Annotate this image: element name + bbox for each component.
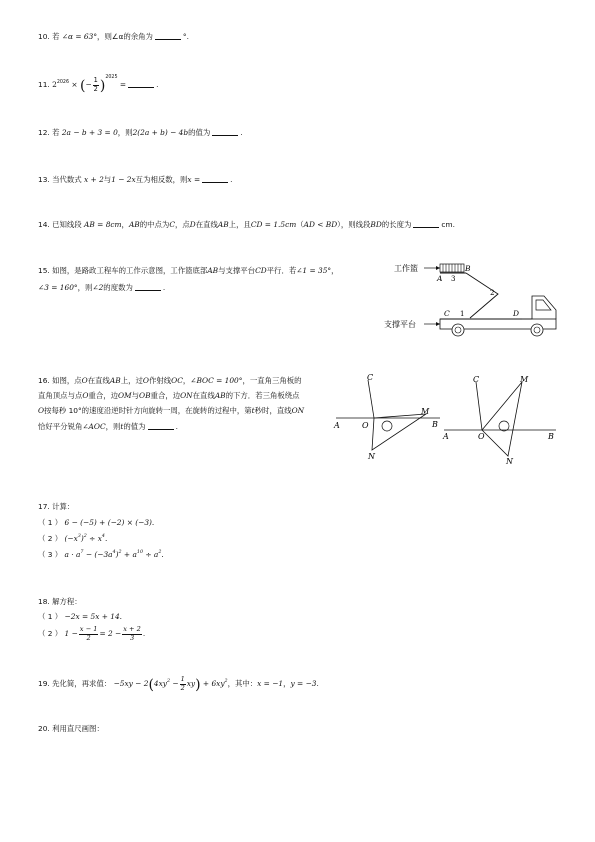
q16-right-triangle-hole (499, 421, 509, 431)
q15-basket-label: 工作篮 (394, 264, 418, 273)
q17-e2e2: 2 (83, 534, 87, 539)
q16-figure-left (332, 370, 444, 466)
q16-l4a: 恰好平分锐角 (38, 422, 83, 431)
q16-left-label-n: N (368, 452, 375, 461)
q14-t3: ，点 (174, 220, 190, 229)
q10-end: °. (182, 32, 189, 41)
q15-l2b: 的度数为 (103, 283, 133, 292)
q11-base: 2 (52, 80, 57, 89)
q19-e3: − (170, 679, 179, 688)
q15-basket-bars (443, 264, 461, 272)
q15-wheel-front (531, 324, 543, 336)
question-16-line3 (38, 404, 304, 418)
q11-number: 11. (38, 80, 50, 89)
q14-ab: AB = 8cm (84, 220, 122, 229)
q16-l4c: 的值为 (123, 422, 146, 431)
question-18-part2 (38, 626, 145, 642)
q16-oc: OC (171, 376, 183, 385)
question-13 (38, 173, 233, 187)
q17-e2b: ) (80, 534, 84, 543)
q16-l1f: ，一直角三角板的 (242, 376, 302, 385)
q18-fraction2 (122, 626, 142, 642)
q14-c: C (169, 220, 175, 229)
q13-and: 与 (103, 175, 112, 184)
q14-t1: ， (121, 220, 129, 229)
q19-t2: ， (283, 679, 291, 688)
q16-o3: O (82, 391, 89, 400)
q16-figure-right (440, 370, 560, 466)
q15-truck-figure (382, 258, 562, 342)
q11-rparen: ) (99, 78, 106, 94)
question-17-part1 (38, 516, 154, 530)
q10-angle: ∠α = 63° (61, 32, 98, 41)
q13-number: 13. 当代数式 (38, 175, 82, 184)
q11-lparen: ( (79, 78, 86, 94)
q17-e1: 6 − (−5) + (−2) × (−3). (64, 518, 155, 527)
question-15-line2 (38, 281, 165, 295)
q16-o: O (81, 376, 88, 385)
q16-l1d: 作射线 (148, 376, 172, 385)
q16-l2e: 在直线 (192, 391, 215, 400)
q19-e4: xy (186, 679, 196, 688)
q16-l2b: 重合，边 (88, 391, 118, 400)
q15-truck-body (440, 296, 556, 319)
q17-e2e3: 4 (101, 534, 105, 539)
q16-right-label-o: O (478, 432, 485, 441)
q15-l1b: 与支撑平台 (218, 266, 256, 275)
question-10 (38, 30, 189, 44)
q16-end: . (175, 422, 178, 431)
q16-right-ray-oc (476, 382, 482, 430)
q19-y: y = −3 (290, 679, 317, 688)
q18-e2a: 1 − (64, 629, 78, 638)
q11-minus: − (85, 80, 92, 89)
q16-l2f: 的下方．若三角板绕点 (225, 391, 300, 400)
q19-e1: −5xy − 2 (113, 679, 149, 688)
q17-p3: （ 3 ） (38, 550, 63, 559)
q19-lparen: ( (148, 677, 154, 693)
q16-l2a: 直角顶点与点 (38, 391, 83, 400)
q16-l3c: 秒时，直线 (254, 406, 292, 415)
q14-t2: 的中点为 (139, 220, 170, 229)
q11-eq: = (119, 80, 127, 89)
q17-e3e2: 4 (112, 550, 116, 555)
q11-exp2: 2025 (105, 75, 118, 80)
question-20 (38, 722, 104, 736)
question-15-line1 (38, 264, 339, 278)
q14-cd: CD = 1.5cm (250, 220, 297, 229)
q16-left-label-m: M (421, 407, 430, 416)
q18-fraction1 (79, 626, 99, 642)
q18-f1n: x − 1 (79, 625, 98, 633)
q11-times: × (71, 80, 78, 89)
q15-platform-arrowhead (436, 322, 440, 326)
q15-a1: ∠1 = 35° (296, 266, 332, 275)
q12-blank[interactable] (212, 127, 238, 136)
q16-l2c: 与 (131, 391, 140, 400)
q18-p1: （ 1 ） (38, 612, 63, 621)
q14-end: cm. (441, 220, 455, 229)
q16-l1b: 在直线 (87, 376, 110, 385)
q15-label-2: 2 (490, 289, 495, 297)
q16-right-label-b: B (548, 432, 554, 441)
q15-end: . (162, 283, 166, 292)
q14-t5: 上，且 (228, 220, 251, 229)
question-12 (38, 126, 243, 140)
q18-e1: −2x = 5x + 14. (64, 612, 123, 621)
q16-left-triangle (372, 414, 426, 450)
q18-title: 18. 解方程： (38, 597, 82, 606)
q16-t: t (251, 406, 255, 415)
q19-t1: ，其中： (227, 679, 258, 688)
question-18-part1 (38, 610, 122, 624)
q18-f2n: x + 2 (123, 625, 141, 633)
q14-t8: 的长度为 (381, 220, 412, 229)
q16-right-label-n: N (506, 457, 513, 466)
q16-left-ray-oc (368, 380, 374, 418)
q11-fnum: 1 (93, 76, 98, 84)
q16-left-label-a: A (334, 421, 340, 430)
q17-e3e4: 10 (136, 550, 143, 555)
q14-t6: （ (296, 220, 304, 229)
q16-boc: ∠BOC = 100° (190, 376, 243, 385)
q17-e3b: − (−3a (83, 550, 113, 559)
q15-label-d: D (513, 309, 520, 318)
q11-blank[interactable] (128, 79, 154, 88)
q16-right-label-a: A (443, 432, 449, 441)
q15-platform-label: 支撑平台 (384, 320, 416, 329)
q17-e3g: . (161, 550, 164, 559)
question-11 (38, 77, 158, 93)
q19-e5s: 2 (224, 679, 228, 684)
question-17-part2 (38, 532, 107, 546)
q19-text: 19. 先化简，再求值： (38, 679, 112, 688)
q14-ab2: AB (128, 220, 140, 229)
q13-x: x = (187, 175, 201, 184)
q19-e5: + 6xy (200, 679, 225, 688)
q17-e3f: ÷ a (143, 550, 159, 559)
q14-blank[interactable] (413, 219, 439, 228)
q13-blank[interactable] (202, 174, 228, 183)
q18-e2b: = 2 − (99, 629, 122, 638)
q17-e2a: (−x (64, 534, 78, 543)
q16-l2d: 重合，边 (150, 391, 181, 400)
q19-e2: 4xy (153, 679, 167, 688)
question-14 (38, 218, 455, 232)
q15-l2a: ，则 (77, 283, 93, 292)
q16-right-label-c: C (473, 375, 480, 384)
q17-e3e1: 7 (80, 550, 84, 555)
question-16-line1 (38, 374, 302, 388)
q16-l1a: 16. 如图，点 (38, 376, 82, 385)
question-19 (38, 676, 319, 692)
q20-text: 20. 利用直尺画图： (38, 724, 104, 733)
q16-left-label-c: C (367, 373, 374, 382)
q15-a2: ∠2 (92, 283, 104, 292)
q16-left-triangle-hole (382, 421, 392, 431)
q15-basket-arrowhead (436, 266, 440, 270)
q15-blank[interactable] (135, 282, 161, 291)
question-16-line4 (38, 420, 178, 434)
q16-t2: t (120, 422, 124, 431)
q16-o2: O (142, 376, 149, 385)
q16-blank[interactable] (148, 421, 174, 430)
q16-l3b: 按每秒 10°的速度沿逆时针方向旋转一周，在旋转的过程中，第 (44, 406, 252, 415)
q16-l3a: O (38, 406, 45, 415)
q17-e2e1: 3 (77, 534, 81, 539)
q14-number: 14. 已知线段 (38, 220, 82, 229)
q16-om: OM (118, 391, 132, 400)
q12-eq1: 2a − b + 3 = 0 (61, 128, 118, 137)
q15-label-3: 3 (451, 275, 456, 283)
q10-number: 10. 若 (38, 32, 60, 41)
q16-right-triangle (482, 382, 522, 456)
q18-e2c: . (142, 629, 146, 638)
q13-expr2: 1 − 2x (111, 175, 136, 184)
q11-end: . (156, 80, 159, 89)
q17-title: 17. 计算： (38, 502, 75, 511)
q17-p1: （ 1 ） (38, 518, 63, 527)
q15-label-c: C (444, 309, 450, 318)
q11-exp1: 2026 (56, 80, 70, 85)
q17-p2: （ 2 ） (38, 534, 63, 543)
q15-ab: AB (207, 266, 219, 275)
q19-fraction (180, 676, 186, 692)
q10-blank[interactable] (155, 31, 181, 40)
q16-left-label-o: O (362, 421, 369, 430)
q16-on: ON (180, 391, 193, 400)
q14-cond: AD < BD (303, 220, 338, 229)
q19-e2s: 2 (166, 679, 171, 684)
q19-rparen: ) (195, 677, 201, 693)
q12-text: ，则 (117, 128, 133, 137)
q15-a3: ∠3 = 160° (38, 283, 78, 292)
q19-fd: 2 (180, 683, 185, 692)
q18-p2: （ 2 ） (38, 629, 63, 638)
q17-e2d: . (104, 534, 108, 543)
q17-e3a: a · a (64, 550, 81, 559)
q14-ab3: AB (217, 220, 229, 229)
q17-e3e5: 2 (158, 550, 162, 555)
q12-expr: 2(2a + b) − 4b (132, 128, 189, 137)
q16-l1e: ， (182, 376, 191, 385)
question-18-title (38, 595, 82, 609)
q16-on2: ON (291, 406, 305, 415)
q13-expr1: x + 2 (84, 175, 104, 184)
q19-fn: 1 (180, 675, 185, 683)
q11-fden: 2 (93, 84, 98, 93)
q17-e3c: ) (115, 550, 119, 559)
q14-t4: 在直线 (195, 220, 218, 229)
q12-text2: 的值为 (188, 128, 211, 137)
q15-l1a: 15. 如图，是路政工程车的工作示意图，工作篮底部 (38, 266, 208, 275)
q15-label-a: A (437, 274, 443, 283)
question-17-part3 (38, 548, 164, 562)
q16-l1c: 上，过 (120, 376, 143, 385)
q16-left-label-b: B (432, 420, 438, 429)
q16-ab: AB (109, 376, 121, 385)
q15-wheel-rear (452, 324, 464, 336)
q15-cd: CD (255, 266, 267, 275)
q16-l4b: ，则 (105, 422, 121, 431)
q17-e3e3: 2 (118, 550, 122, 555)
q17-e3d: + a (121, 550, 137, 559)
q16-right-label-m: M (520, 375, 529, 384)
q15-l1c: 平行．若 (266, 266, 297, 275)
q15-l1d: ， (331, 266, 339, 275)
q16-aoc: ∠AOC (82, 422, 106, 431)
q19-end: . (316, 679, 319, 688)
q19-x: x = −1 (257, 679, 284, 688)
q18-f2d: 3 (129, 633, 135, 642)
q11-fraction (93, 77, 99, 93)
q15-label-1: 1 (460, 310, 465, 318)
q14-t7: ），则线段 (337, 220, 371, 229)
q13-end: . (230, 175, 233, 184)
q13-text: 互为相反数，则 (135, 175, 188, 184)
question-17-title (38, 500, 74, 514)
q17-e2c: ÷ x (86, 534, 102, 543)
q14-bd: BD (370, 220, 382, 229)
q18-f1d: 2 (86, 633, 91, 642)
q12-number: 12. 若 (38, 128, 60, 137)
q14-d: D (189, 220, 196, 229)
q15-label-b: B (465, 264, 471, 273)
q12-end: . (240, 128, 243, 137)
q16-ab2: AB (214, 391, 226, 400)
q10-text: ，则∠α的余角为 (97, 32, 153, 41)
question-16-line2 (38, 389, 300, 403)
q16-ob: OB (139, 391, 151, 400)
